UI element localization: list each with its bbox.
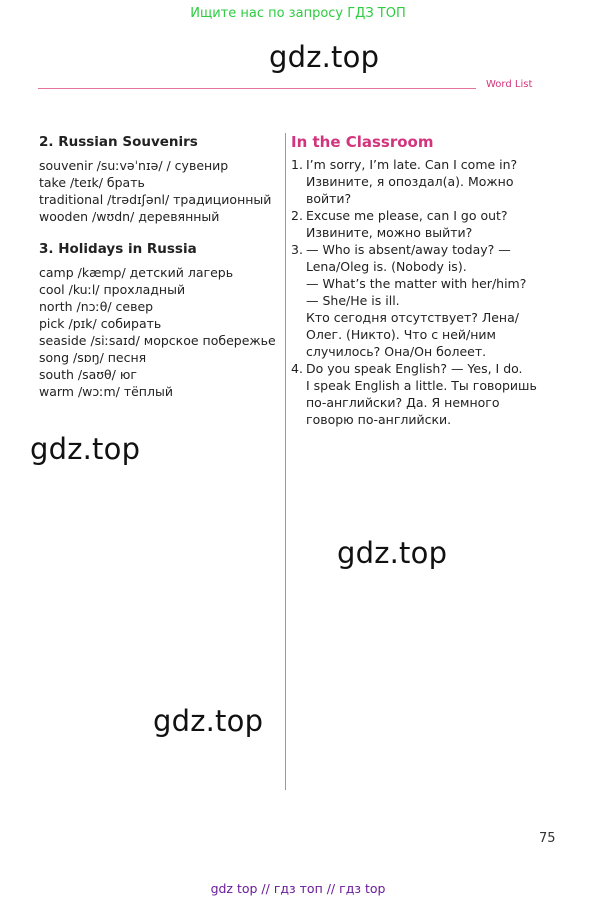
watermark: gdz.top bbox=[153, 704, 264, 738]
vocab-entry: souvenir /suːvəˈnɪə/ / сувенир bbox=[39, 158, 229, 173]
vocab-entry: pick /pɪk/ собирать bbox=[39, 316, 162, 331]
phrase-line: — Who is absent/away today? — bbox=[306, 242, 511, 257]
section-title-holidays-in-russia: 3. Holidays in Russia bbox=[39, 241, 197, 257]
section-title-in-the-classroom: In the Classroom bbox=[291, 133, 434, 151]
watermark: gdz.top bbox=[30, 432, 141, 466]
phrase-line: говорю по-английски. bbox=[306, 412, 452, 427]
phrase-line: Извините, я опоздал(а). Можно bbox=[306, 174, 514, 189]
item-number: 3. bbox=[291, 242, 303, 257]
item-number: 4. bbox=[291, 361, 303, 376]
vocab-entry: warm /wɔːm/ тёплый bbox=[39, 384, 173, 399]
phrase-item bbox=[291, 207, 581, 241]
top-banner: Ищите нас по запросу ГДЗ ТОП bbox=[190, 6, 406, 21]
section-label: Word List bbox=[486, 79, 533, 90]
phrase-line: Извините, можно выйти? bbox=[306, 225, 473, 240]
item-number: 1. bbox=[291, 157, 303, 172]
phrase-line: случилось? Она/Он болеет. bbox=[306, 344, 487, 359]
right-column bbox=[291, 134, 581, 428]
footer-text: gdz top // гдз топ // гдз top bbox=[210, 881, 386, 896]
phrase-line: Олег. (Никто). Что с ней/ним bbox=[306, 327, 496, 342]
phrase-item bbox=[291, 156, 581, 207]
vocab-entry: wooden /wʊdn/ деревянный bbox=[39, 209, 220, 224]
left-column bbox=[39, 134, 279, 400]
vocab-entry: cool /kuːl/ прохладный bbox=[39, 282, 186, 297]
vocab-entry: song /sɒŋ/ песня bbox=[39, 350, 147, 365]
phrase-line: Excuse me please, can I go out? bbox=[306, 208, 508, 223]
phrase-line: I speak English a little. Ты говоришь bbox=[306, 378, 537, 393]
vocab-entry: camp /kæmp/ детский лагерь bbox=[39, 265, 234, 280]
phrase-item bbox=[291, 360, 581, 428]
phrase-line: — She/He is ill. bbox=[306, 293, 400, 308]
phrase-line: Кто сегодня отсутствует? Лена/ bbox=[306, 310, 519, 325]
phrase-item bbox=[291, 241, 581, 360]
section-title-russian-souvenirs: 2. Russian Souvenirs bbox=[39, 134, 198, 150]
header-divider bbox=[38, 88, 476, 89]
vocab-entry: north /nɔːθ/ север bbox=[39, 299, 154, 314]
page-number: 75 bbox=[539, 831, 556, 846]
column-divider bbox=[285, 133, 286, 790]
phrase-line: Do you speak English? — Yes, I do. bbox=[306, 361, 523, 376]
watermark: gdz.top bbox=[337, 536, 448, 570]
phrase-line: — What’s the matter with her/him? bbox=[306, 276, 527, 291]
phrase-line: войти? bbox=[306, 191, 352, 206]
vocab-entry: seaside /siːsaɪd/ морское побережье bbox=[39, 333, 276, 348]
vocab-entry: south /saʊθ/ юг bbox=[39, 367, 137, 382]
watermark: gdz.top bbox=[269, 40, 380, 74]
vocab-entry: traditional /trədɪʃənl/ традиционный bbox=[39, 192, 272, 207]
vocab-entry: take /teɪk/ брать bbox=[39, 175, 145, 190]
item-number: 2. bbox=[291, 208, 303, 223]
phrase-line: I’m sorry, I’m late. Can I come in? bbox=[306, 157, 518, 172]
phrase-line: по-английски? Да. Я немного bbox=[306, 395, 500, 410]
phrase-line: Lena/Oleg is. (Nobody is). bbox=[306, 259, 467, 274]
